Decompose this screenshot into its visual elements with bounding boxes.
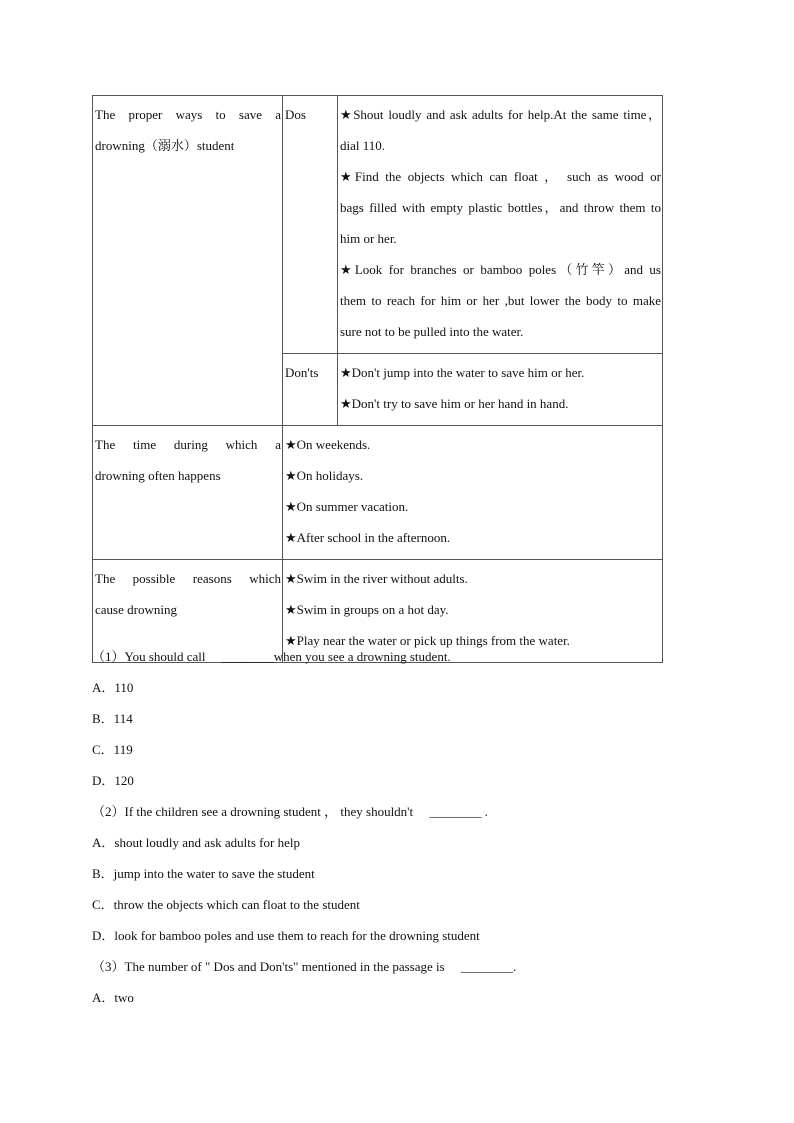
sub-label-cell (283, 96, 338, 354)
answer-option: B．jump into the water to save the student (92, 866, 315, 881)
answer-option: A．110 (92, 680, 134, 695)
table-row (93, 96, 663, 354)
topic-line: drowning often happens (95, 468, 221, 483)
answer-option: D．look for bamboo poles and use them to reach for the drowning student (92, 928, 480, 943)
content-line: ★Don't try to save him or her hand in hand. (340, 396, 569, 411)
topic-line: drowning（溺水）student (95, 138, 235, 153)
content-cell (283, 426, 663, 560)
table-row (93, 426, 663, 560)
content-line: ★Don't jump into the water to save him or her. (340, 365, 585, 380)
topic-cell (93, 426, 283, 560)
content-line: dial 110. (340, 138, 386, 153)
content-line: ★On holidays. (285, 468, 364, 483)
answer-option: D．120 (92, 773, 134, 788)
content-line: ★Find the objects which can float ， such as wood or (340, 169, 661, 184)
donts-label: Don'ts (285, 365, 319, 380)
content-line: ★Play near the water or pick up things from the water. (285, 633, 570, 648)
content-line: ★Swim in groups on a hot day. (285, 602, 449, 617)
content-cell (338, 354, 663, 426)
content-line: ★Shout loudly and ask adults for help.At the same time， (340, 107, 661, 122)
sub-label-cell (283, 354, 338, 426)
content-line: bags filled with empty plastic bottles，and throw them to (340, 200, 661, 215)
question-stem: （3）The number of " Dos and Don'ts" mentioned in the passage is ________. (92, 959, 517, 974)
topic-line: cause drowning (95, 602, 177, 617)
drowning-safety-table (92, 95, 663, 663)
content-line: ★Swim in the river without adults. (285, 571, 468, 586)
content-line: ★After school in the afternoon. (285, 530, 451, 545)
content-line: ★Look for branches or bamboo poles（竹竿）and us (340, 262, 661, 277)
topic-cell (93, 96, 283, 426)
topic-line: The possible reasons which (95, 571, 281, 586)
content-cell (338, 96, 663, 354)
questions-section (92, 641, 692, 1013)
answer-option: A．shout loudly and ask adults for help (92, 835, 300, 850)
content-line: ★On weekends. (285, 437, 371, 452)
content-line: him or her. (340, 231, 397, 246)
dos-label: Dos (285, 107, 306, 122)
content-line: them to reach for him or her ,but lower the body to make (340, 293, 661, 308)
answer-option: A．two (92, 990, 134, 1005)
topic-line: The proper ways to save a (95, 107, 281, 122)
answer-option: B．114 (92, 711, 133, 726)
question-stem: （1）You should call ________when you see a drowning student. (92, 649, 451, 664)
answer-option: C．119 (92, 742, 133, 757)
answer-option: C．throw the objects which can float to the student (92, 897, 360, 912)
content-line: sure not to be pulled into the water. (340, 324, 524, 339)
content-line: ★On summer vacation. (285, 499, 409, 514)
topic-line: The time during which a (95, 437, 281, 452)
question-stem: （2）If the children see a drowning student ， they shouldn't ________ . (92, 804, 488, 819)
